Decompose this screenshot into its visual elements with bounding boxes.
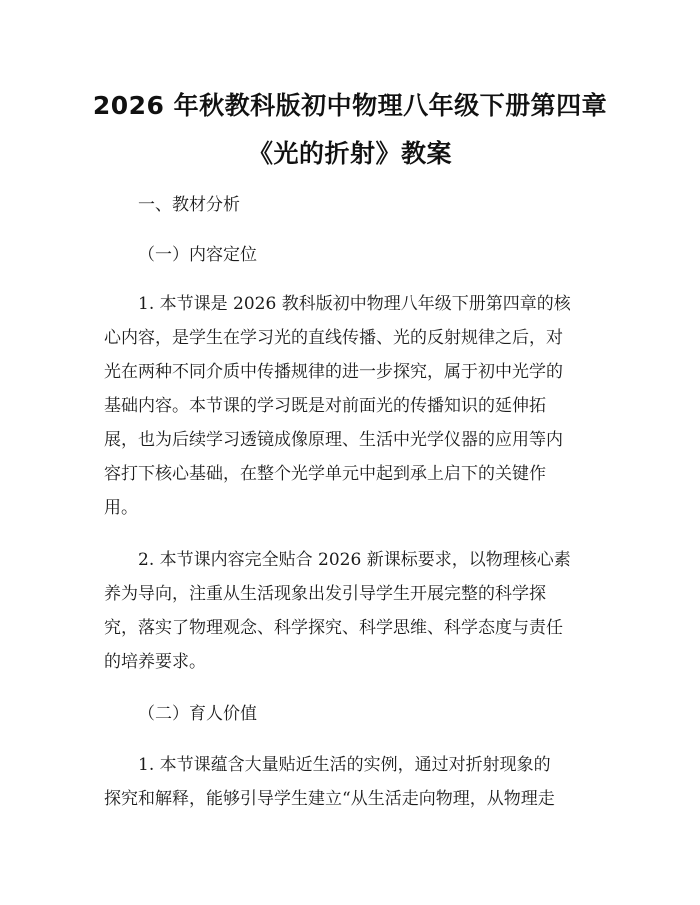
paragraph-line: 的培养要求。 — [104, 652, 206, 672]
paragraph-line: 光在两种不同介质中传播规律的进一步探究，属于初中光学的 — [104, 362, 563, 382]
paragraph-line: 用。 — [104, 498, 138, 518]
paragraph-line: 展，也为后续学习透镜成像原理、生活中光学仪器的应用等内 — [104, 430, 563, 450]
paragraph-line: 心内容，是学生在学习光的直线传播、光的反射规律之后，对 — [104, 328, 563, 348]
paragraph-line: 究，落实了物理观念、科学探究、科学思维、科学态度与责任 — [104, 618, 563, 638]
paragraph-line: 容打下核心基础，在整个光学单元中起到承上启下的关键作 — [104, 464, 546, 484]
section-heading-teaching-material-analysis: 一、教材分析 — [138, 195, 240, 215]
subsection-heading-content-positioning: （一）内容定位 — [138, 245, 257, 265]
paragraph-line: 探究和解释，能够引导学生建立“从生活走向物理，从物理走 — [104, 789, 555, 809]
document-title-line2: 《光的折射》教案 — [247, 139, 452, 168]
paragraph-line: 1. 本节课是 2026 教科版初中物理八年级下册第四章的核 — [138, 294, 571, 314]
paragraph-line: 1. 本节课蕴含大量贴近生活的实例，通过对折射现象的 — [138, 755, 551, 775]
document-title-line1: 2026 年秋教科版初中物理八年级下册第四章 — [92, 91, 608, 120]
paragraph-line: 养为导向，注重从生活现象出发引导学生开展完整的科学探 — [104, 584, 546, 604]
paragraph-line: 2. 本节课内容完全贴合 2026 新课标要求，以物理核心素 — [138, 550, 571, 570]
subsection-heading-educational-value: （二）育人价值 — [138, 704, 257, 724]
paragraph-line: 基础内容。本节课的学习既是对前面光的传播知识的延伸拓 — [104, 396, 546, 416]
